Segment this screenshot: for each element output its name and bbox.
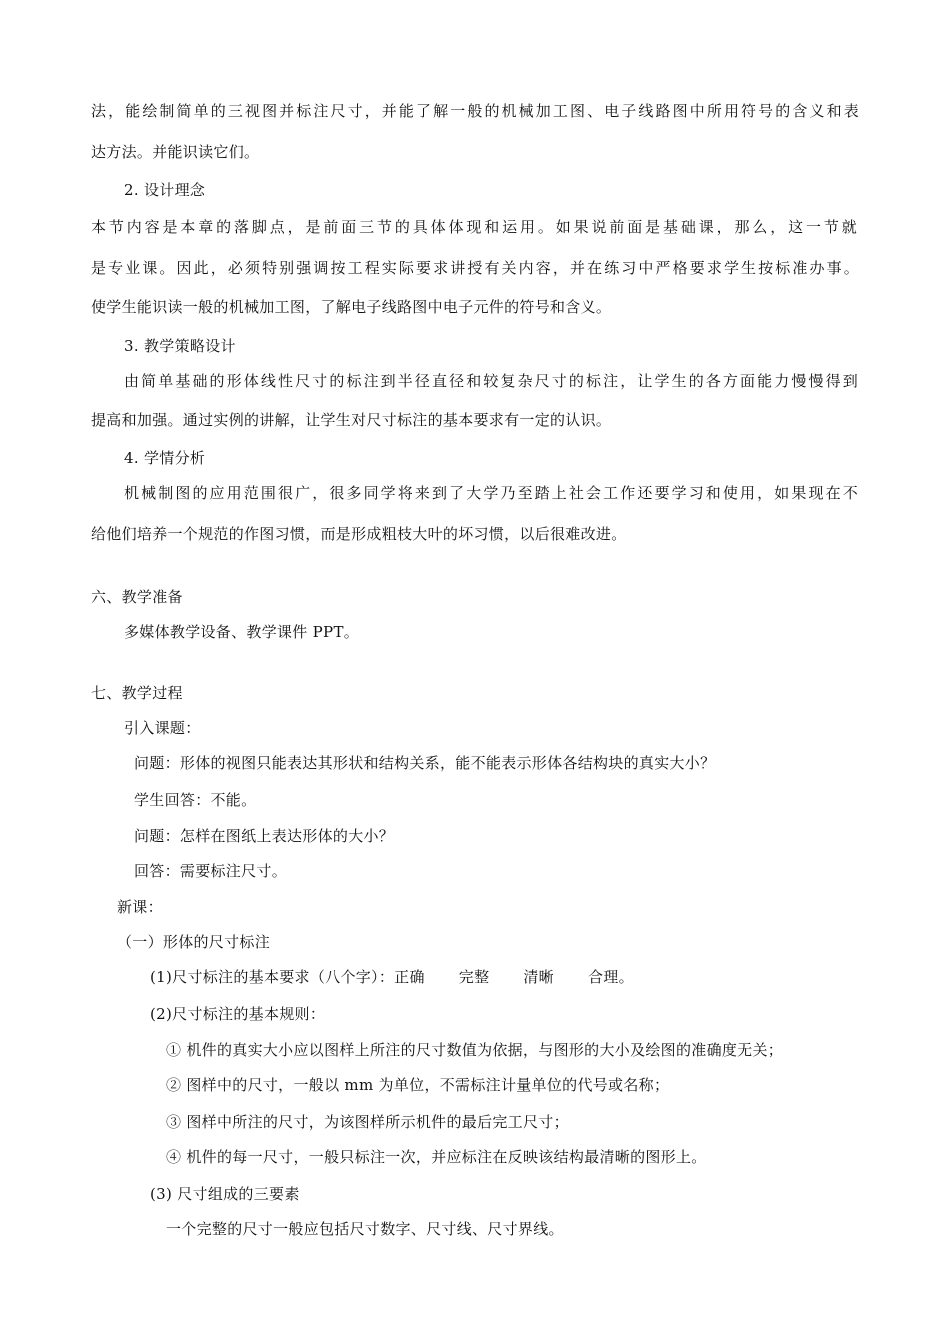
- section3-line1: 由简单基础的形体线性尺寸的标注到半径直径和较复杂尺寸的标注，让学生的各方面能力慢慢得到: [124, 372, 858, 390]
- prep-body: 多媒体教学设备、教学课件 PPT。: [124, 623, 360, 641]
- rule-item: ② 图样中的尺寸，一般以 mm 为单位，不需标注计量单位的代号或名称；: [166, 1076, 670, 1094]
- section3-heading: 3. 教学策略设计: [124, 337, 236, 355]
- new-lesson: 新课：: [117, 898, 163, 916]
- section4-line1: 机械制图的应用范围很广，很多同学将来到了大学乃至踏上社会工作还要学习和使用，如果现在不: [124, 484, 858, 502]
- requirement-word: 合理。: [587, 968, 634, 986]
- section2-line2: 是专业课。因此，必须特别强调按工程实际要求讲授有关内容，并在练习中严格要求学生按标准办事。: [91, 259, 859, 277]
- section2-heading: 2. 设计理念: [124, 181, 206, 199]
- elements-body: 一个完整的尺寸一般应包括尺寸数字、尺寸线、尺寸界线。: [166, 1220, 564, 1238]
- rule-item: ① 机件的真实大小应以图样上所注的尺寸数值为依据，与图形的大小及绘图的准确度无关；: [166, 1041, 784, 1059]
- part1-heading: （一）形体的尺寸标注: [117, 933, 271, 951]
- section3-line2: 提高和加强。通过实例的讲解，让学生对尺寸标注的基本要求有一定的认识。: [91, 411, 612, 429]
- section2-line1: 本节内容是本章的落脚点，是前面三节的具体体现和运用。如果说前面是基础课，那么，这一节就: [91, 218, 857, 236]
- answer-1: 学生回答：不能。: [134, 791, 257, 809]
- section2-line3: 使学生能识读一般的机械加工图，了解电子线路图中电子元件的符号和含义。: [91, 298, 612, 316]
- elements-title: (3) 尺寸组成的三要素: [150, 1185, 300, 1203]
- section4-line2: 给他们培养一个规范的作图习惯，而是形成粗枝大叶的坏习惯，以后很难改进。: [91, 525, 627, 543]
- question-2: 问题：怎样在图纸上表达形体的大小？: [134, 827, 395, 845]
- rules-title: (2)尺寸标注的基本规则：: [150, 1005, 326, 1023]
- rule-item: ④ 机件的每一尺寸，一般只标注一次，并应标注在反映该结构最清晰的图形上。: [166, 1148, 707, 1166]
- rule-item: ③ 图样中所注的尺寸，为该图样所示机件的最后完工尺寸；: [166, 1113, 569, 1131]
- para1-line2: 达方法。并能识读它们。: [91, 143, 260, 161]
- answer-2: 回答：需要标注尺寸。: [134, 862, 288, 880]
- para1-line1: 法，能绘制简单的三视图并标注尺寸，并能了解一般的机械加工图、电子线路图中所用符号的含义和表: [91, 102, 859, 120]
- section4-heading: 4. 学情分析: [124, 449, 206, 467]
- process-intro: 引入课题：: [124, 719, 201, 737]
- question-1: 问题：形体的视图只能表达其形状和结构关系，能不能表示形体各结构块的真实大小？: [134, 754, 716, 772]
- requirements-line: [150, 967, 634, 987]
- prep-heading: 六、教学准备: [91, 588, 183, 606]
- requirement-word: 正确: [394, 968, 425, 986]
- process-heading: 七、教学过程: [91, 684, 183, 702]
- requirement-word: 完整: [458, 968, 490, 986]
- requirement-word: 清晰: [523, 968, 554, 986]
- requirements-prefix: (1)尺寸标注的基本要求（八个字）：: [150, 968, 395, 986]
